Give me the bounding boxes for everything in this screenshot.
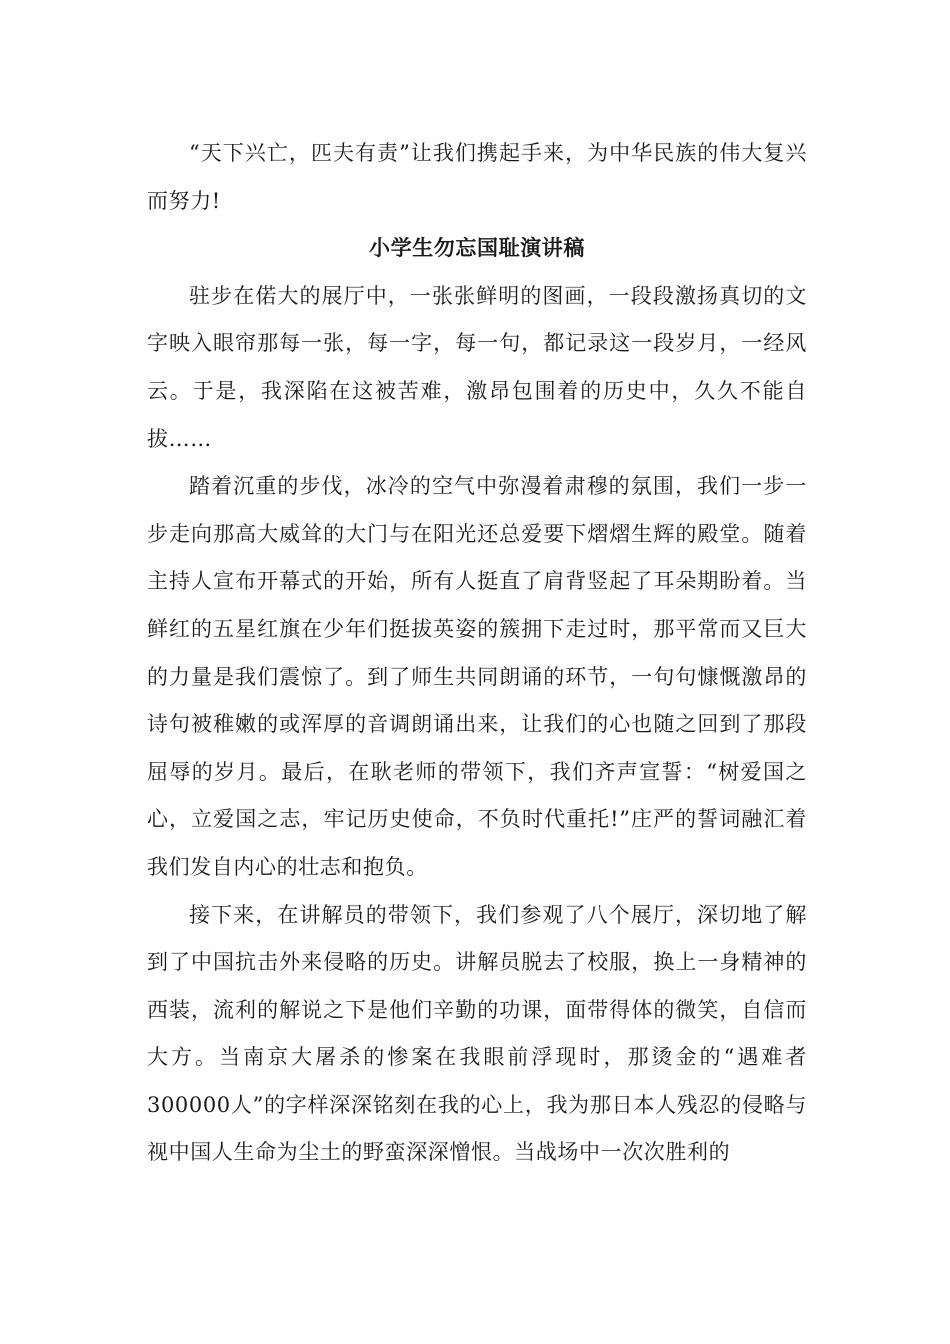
speech-title: 小学生勿忘国耻演讲稿 [369, 236, 585, 261]
body-paragraph-1: 驻步在偌大的展厅中，一张张鲜明的图画，一段段激扬真切的文字映入眼帘那每一张，每一字，每一句，都记录这一段岁月，一经风云。于是，我深陷在这被苦难，激昂包围着的历史中，久久不能自拔…… [147, 283, 807, 451]
body-paragraph-3: 接下来，在讲解员的带领下，我们参观了八个展厅，深切地了解到了中国抗击外来侵略的历史。讲解员脱去了校服，换上一身精神的西装，流利的解说之下是他们辛勤的功课，面带得体的微笑，自信而大方。当南京大屠杀的惨案在我眼前浮现时，那烫金的“遇难者300000人”的字样深深铭刻在我的心上，我为那日本人残忍的侵略与视中国人生命为尘土的野蛮深深憎恨。当战场中一次次胜利的 [147, 902, 807, 1165]
document-page [147, 130, 807, 1177]
body-paragraph-2: 踏着沉重的步伐，冰冷的空气中弥漫着肃穆的氛围，我们一步一步走向那高大威耸的大门与在阳光还总爱要下熠熠生辉的殿堂。随着主持人宣布开幕式的开始，所有人挺直了肩背竖起了耳朵期盼着。当鲜红的五星红旗在少年们挺拔英姿的簇拥下走过时，那平常而又巨大的力量是我们震惊了。到了师生共同朗诵的环节，一句句慷慨激昂的诗句被稚嫩的或浑厚的音调朗诵出来，让我们的心也随之回到了那段屈辱的岁月。最后，在耿老师的带领下，我们齐声宣誓：“树爱国之心，立爱国之志，牢记历史使命，不负时代重托!”庄严的誓词融汇着我们发自内心的壮志和抱负。 [147, 474, 807, 879]
intro-paragraph: “天下兴亡，匹夫有责”让我们携起手来，为中华民族的伟大复兴而努力! [147, 141, 807, 213]
